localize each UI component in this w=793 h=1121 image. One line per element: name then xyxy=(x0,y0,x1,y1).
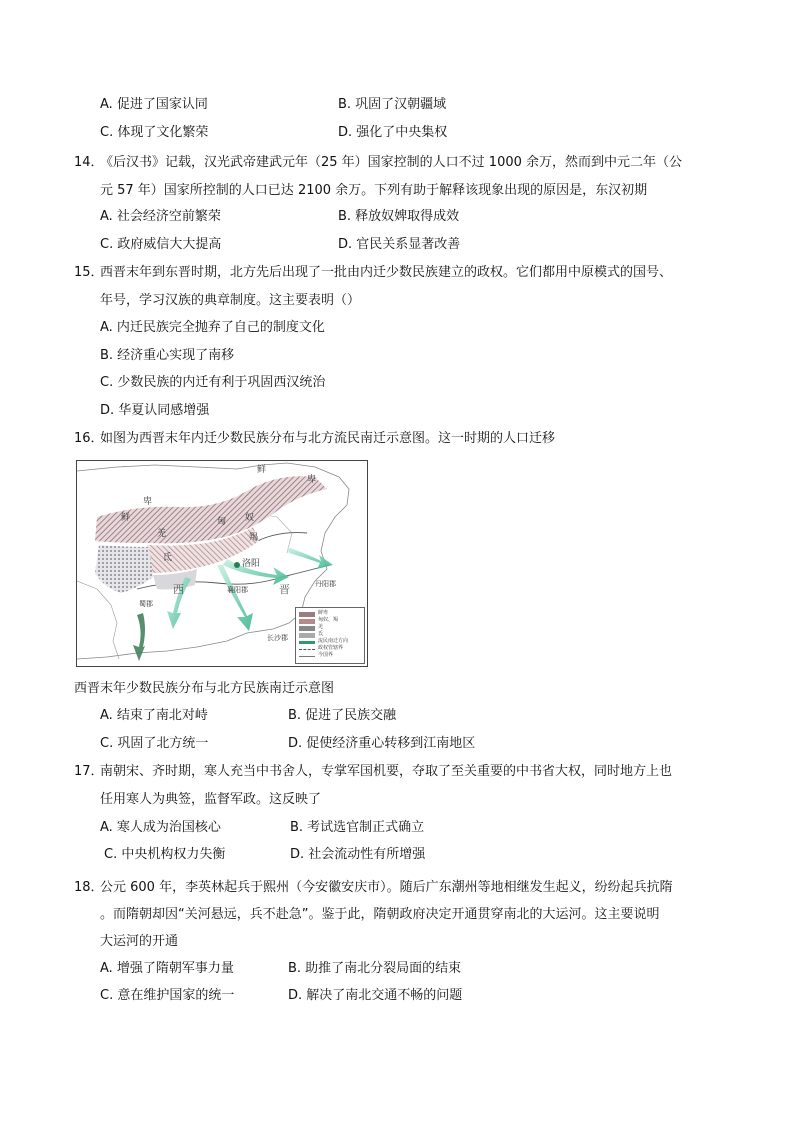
map-label-di: 氐 xyxy=(163,553,173,563)
q18-option-d: D. 解决了南北交通不畅的问题 xyxy=(288,988,463,1003)
map-legend xyxy=(295,607,365,664)
legend-label: 今国界 xyxy=(318,652,334,658)
q18-option-c: C. 意在维护国家的统一 xyxy=(100,988,235,1003)
q17-option-c: C. 中央机构权力失衡 xyxy=(104,847,226,862)
legend-swatch xyxy=(299,649,315,650)
q16-option-c: C. 巩固了北方统一 xyxy=(100,736,209,751)
legend-swatch xyxy=(299,633,315,638)
q16-option-d: D. 促使经济重心转移到江南地区 xyxy=(288,736,476,751)
q15-option-d: D. 华夏认同感增强 xyxy=(100,403,210,418)
map-label-luoyang: 洛阳 xyxy=(242,559,261,569)
map-caption: 西晋末年少数民族分布与北方民族南迁示意图 xyxy=(74,681,335,696)
q17-option-a: A. 寒人成为治国核心 xyxy=(100,820,221,835)
q17-option-d: D. 社会流动性有所增强 xyxy=(290,847,426,862)
map-label-xiangyang: 襄阳郡 xyxy=(227,586,248,594)
map-label-xianbei-4: 鲜 xyxy=(121,513,131,523)
legend-swatch xyxy=(299,612,315,617)
q13-option-b: B. 巩固了汉朝疆域 xyxy=(338,97,447,112)
q17-stem-line1: 南朝宋、齐时期，寒人充当中书舍人，专掌军国机要，夺取了至关重要的中书省大权，同时地方上也 xyxy=(100,764,673,779)
map-label-xiongnu-2: 奴 xyxy=(245,513,255,523)
q13-option-c: C. 体现了文化繁荣 xyxy=(100,125,209,140)
q18-option-b: B. 助推了南北分裂局面的结束 xyxy=(288,961,462,976)
q14-stem-line2: 元 57 年）国家所控制的人口已达 2100 余万。下列有助于解释该现象出现的原因是，东汉初期 xyxy=(100,183,648,198)
q18-option-a: A. 增强了隋朝军事力量 xyxy=(100,961,234,976)
q15-stem-line2: 年号，学习汉族的典章制度。这主要表明（） xyxy=(100,293,361,308)
q16-stem: 如图为西晋末年内迁少数民族分布与北方流民南迁示意图。这一时期的人口迁移 xyxy=(100,431,556,446)
legend-swatch xyxy=(299,626,315,631)
map-label-xianbei-2: 卑 xyxy=(307,475,317,485)
map-label-danyang: 丹阳郡 xyxy=(315,580,336,588)
q14-option-d: D. 官民关系显著改善 xyxy=(338,237,461,252)
q16-option-a: A. 结束了南北对峙 xyxy=(100,708,208,723)
q13-option-d: D. 强化了中央集权 xyxy=(338,125,448,140)
q17-stem-line2: 任用寒人为典签，监督军政。这反映了 xyxy=(100,792,322,807)
q17-option-b: B. 考试选官制正式确立 xyxy=(290,820,425,835)
legend-label: 鲜卑 xyxy=(318,610,329,616)
legend-label: 政权管辖界 xyxy=(318,645,344,651)
legend-label: 羌 xyxy=(318,624,324,630)
q18-stem-line2: 。而隋朝却因“关河悬远，兵不赴急”。鉴于此，隋朝政府决定开通贯穿南北的大运河。这主要说明 xyxy=(100,907,660,922)
q17-number: 17． xyxy=(74,764,104,779)
map-label-xianbei-1: 鲜 xyxy=(257,465,267,475)
q15-option-a: A. 内迁民族完全抛弃了自己的制度文化 xyxy=(100,320,325,335)
map-label-shujun: 蜀郡 xyxy=(139,600,153,608)
map-label-xiongnu-1: 匈 xyxy=(217,517,227,527)
q14-option-c: C. 政府威信大大提高 xyxy=(100,237,222,252)
q14-option-b: B. 释放奴婢取得成效 xyxy=(338,209,460,224)
q18-stem-line3: 大运河的开通 xyxy=(100,934,179,949)
legend-row xyxy=(299,653,361,660)
q16-number: 16． xyxy=(74,431,104,446)
q15-option-c: C. 少数民族的内迁有利于巩固西汉统治 xyxy=(100,375,326,390)
map-label-jin: 晋 xyxy=(279,583,290,596)
legend-row xyxy=(299,618,361,625)
map-label-jie: 羯 xyxy=(249,533,259,543)
q14-number: 14． xyxy=(74,155,104,170)
map-label-qiang: 羌 xyxy=(157,529,167,539)
legend-label: 匈奴、羯 xyxy=(318,617,339,623)
q13-option-a: A. 促进了国家认同 xyxy=(100,97,208,112)
migration-map xyxy=(76,460,368,667)
q16-option-b: B. 促进了民族交融 xyxy=(288,708,397,723)
legend-label: 氐 xyxy=(318,631,324,637)
q18-number: 18． xyxy=(74,880,104,895)
map-label-xianbei-3: 卑 xyxy=(143,497,153,507)
q15-stem-line1: 西晋末年到东晋时期，北方先后出现了一批由内迁少数民族建立的政权。它们都用中原模式的国号、 xyxy=(100,265,673,280)
legend-row xyxy=(299,625,361,632)
legend-swatch xyxy=(299,619,315,624)
q15-number: 15． xyxy=(74,265,104,280)
q18-stem-line1: 公元 600 年，李英林起兵于熙州（今安徽安庆市）。随后广东潮州等地相继发生起义，纷纷起兵抗隋 xyxy=(100,880,673,895)
legend-swatch xyxy=(299,641,315,644)
map-label-changsha: 长沙郡 xyxy=(267,634,288,642)
q14-stem-line1: 《后汉书》记载，汉光武帝建武元年（25 年）国家控制的人口不过 1000 余万，然而到中元二年（公 xyxy=(100,155,683,170)
q14-option-a: A. 社会经济空前繁荣 xyxy=(100,209,221,224)
legend-swatch xyxy=(299,656,315,657)
map-label-xi: 西 xyxy=(173,583,184,596)
legend-label: 流民南迁方向 xyxy=(318,638,349,644)
q15-option-b: B. 经济重心实现了南移 xyxy=(100,348,235,363)
